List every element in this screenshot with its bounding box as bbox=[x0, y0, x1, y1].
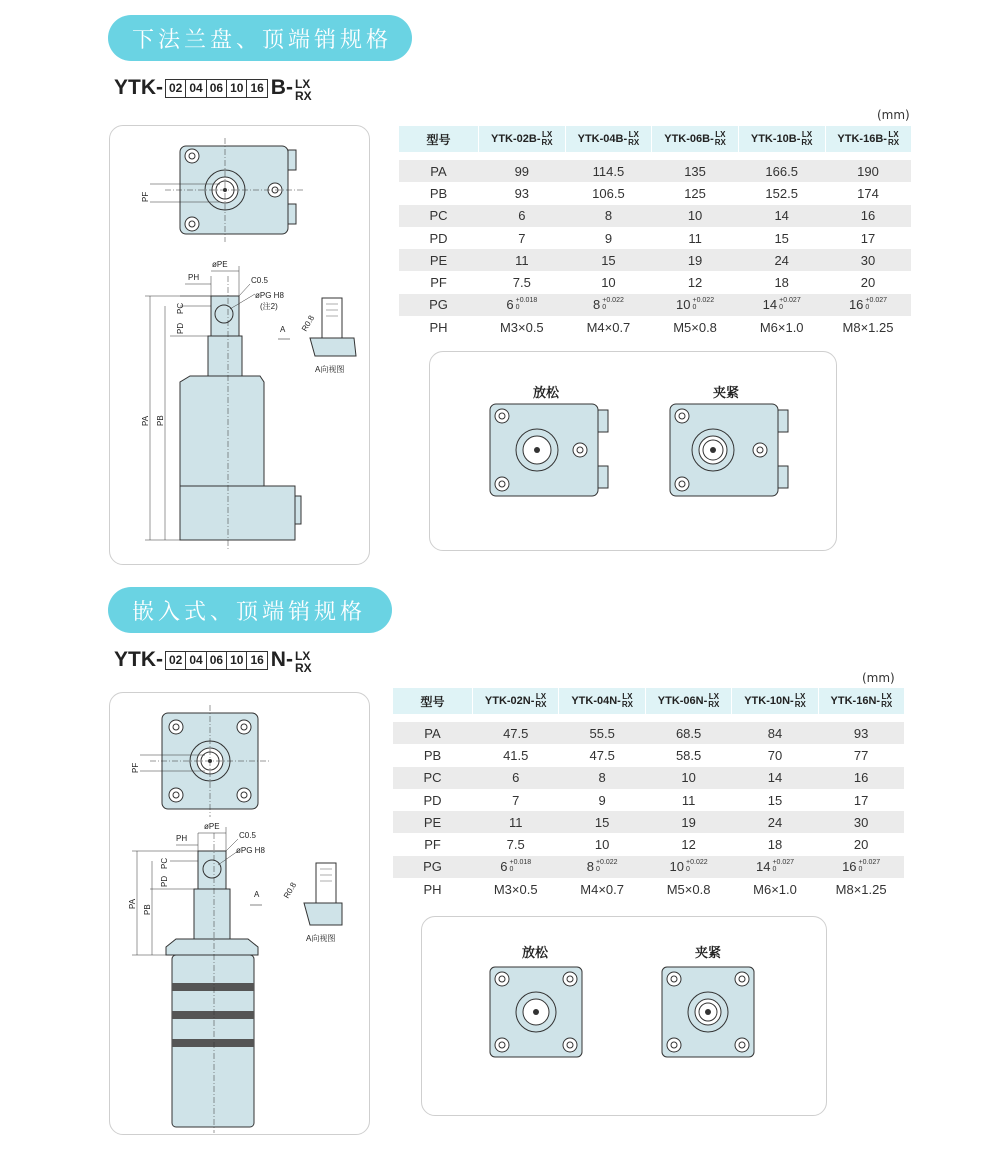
table-cell: 15 bbox=[559, 811, 645, 833]
row-label: PF bbox=[424, 837, 441, 853]
table-cell: 30 bbox=[818, 811, 904, 833]
table-cell: 77 bbox=[853, 747, 869, 763]
clamp-view bbox=[670, 404, 788, 496]
table-row bbox=[399, 249, 912, 271]
table-row bbox=[393, 789, 905, 811]
state-views bbox=[422, 917, 828, 1117]
table-cell: 190 bbox=[825, 160, 911, 182]
table-cell: 10 bbox=[645, 767, 731, 789]
pd-label: PD bbox=[176, 322, 185, 334]
release-view bbox=[490, 404, 608, 496]
table-cell: 84 bbox=[732, 722, 818, 744]
table-cell: 106.5 bbox=[592, 185, 625, 201]
table-cell: 11 bbox=[688, 230, 702, 246]
dimension-drawing bbox=[110, 126, 371, 566]
aview-label: A向视图 bbox=[315, 365, 345, 374]
table-cell: 9 bbox=[604, 230, 613, 246]
table-cell: 8 bbox=[565, 205, 652, 227]
row-label: PE bbox=[399, 249, 479, 271]
table-row bbox=[399, 294, 912, 316]
spec-table bbox=[398, 126, 911, 338]
pd-label: PD bbox=[160, 875, 169, 887]
dimension-drawing bbox=[110, 693, 371, 1136]
table-cell: 12 bbox=[681, 837, 696, 853]
table-row bbox=[393, 833, 905, 855]
table-cell: 41.5 bbox=[503, 747, 529, 763]
row-label: PC bbox=[399, 205, 479, 227]
table-cell: 70 bbox=[767, 747, 783, 763]
table-cell: 166.5 bbox=[738, 160, 825, 182]
release-label: 放松 bbox=[522, 946, 549, 961]
model-code: YTK- 02 04 06 10 16 N- LX RX bbox=[114, 648, 312, 675]
table-cell: 7 bbox=[512, 792, 520, 808]
table-cell: 11 bbox=[681, 792, 696, 808]
table-cell: 24 bbox=[738, 249, 825, 271]
table-cell: 8 +0.022 0 bbox=[565, 294, 652, 316]
table-cell: 174 bbox=[857, 185, 879, 201]
table-row bbox=[393, 744, 905, 766]
table-cell: 18 bbox=[774, 275, 789, 291]
table-cell: 55.5 bbox=[559, 722, 645, 744]
table-cell: 17 bbox=[853, 792, 869, 808]
table-cell: 6 bbox=[479, 205, 566, 227]
table-cell: 14 bbox=[732, 767, 818, 789]
unit-label: (mm) bbox=[862, 671, 895, 685]
row-label: PE bbox=[393, 811, 473, 833]
row-label: PD bbox=[423, 792, 442, 808]
pf-label: PF bbox=[141, 191, 150, 202]
table-row bbox=[399, 182, 912, 204]
table-cell: 14 +0.027 0 bbox=[732, 856, 818, 878]
row-label: PH bbox=[429, 319, 448, 335]
table-cell: 8 bbox=[559, 767, 645, 789]
header-col: YTK-06N- LX RX bbox=[645, 688, 731, 714]
pg-label: øPG H8 bbox=[236, 846, 265, 855]
table-row bbox=[393, 767, 905, 789]
row-label: PB bbox=[423, 747, 442, 763]
section-embedded bbox=[0, 575, 1000, 1150]
row-label: PF bbox=[430, 275, 447, 291]
table-cell: 20 bbox=[853, 837, 869, 853]
pa-label: PA bbox=[141, 415, 150, 426]
pb-label: PB bbox=[156, 415, 165, 426]
table-cell: M4×0.7 bbox=[580, 881, 625, 897]
c-label: C0.5 bbox=[251, 276, 268, 285]
header-col: YTK-02N- LX RX bbox=[473, 688, 559, 714]
table-cell: M6×1.0 bbox=[759, 319, 804, 335]
table-row bbox=[393, 811, 905, 833]
header-col: YTK-04B- LX RX bbox=[565, 126, 652, 152]
table-cell: 15 bbox=[774, 230, 789, 246]
row-label: PA bbox=[399, 160, 479, 182]
table-row bbox=[393, 722, 905, 744]
table-cell: 99 bbox=[479, 160, 566, 182]
state-panel bbox=[429, 351, 837, 551]
table-cell: 68.5 bbox=[645, 722, 731, 744]
section-title: 下法兰盘、顶端销规格 bbox=[108, 15, 412, 61]
table-cell: M3×0.5 bbox=[493, 881, 538, 897]
table-cell: 20 bbox=[860, 275, 876, 291]
pc-label: PC bbox=[160, 857, 169, 869]
state-panel bbox=[421, 916, 827, 1116]
ph-label: PH bbox=[188, 273, 200, 282]
table-cell: 11 bbox=[473, 811, 559, 833]
header-model: 型号 bbox=[399, 126, 479, 152]
pc-label: PC bbox=[176, 302, 185, 314]
table-row bbox=[399, 205, 912, 227]
aview-label: A向视图 bbox=[306, 934, 336, 943]
table-cell: 47.5 bbox=[473, 722, 559, 744]
table-cell: 16 bbox=[818, 767, 904, 789]
header-col: YTK-10B- LX RX bbox=[738, 126, 825, 152]
table-cell: 15 bbox=[565, 249, 652, 271]
note-label: (注2) bbox=[260, 302, 278, 311]
table-cell: 16 bbox=[825, 205, 911, 227]
pf-label: PF bbox=[131, 762, 140, 773]
section-title: 嵌入式、顶端销规格 bbox=[108, 587, 392, 633]
pg-label: øPG H8 bbox=[255, 291, 284, 300]
header-col: YTK-02B- LX RX bbox=[479, 126, 566, 152]
row-label: PG bbox=[393, 856, 473, 878]
table-cell: M5×0.8 bbox=[666, 881, 711, 897]
table-cell: 15 bbox=[767, 792, 783, 808]
table-cell: M8×1.25 bbox=[835, 881, 887, 897]
table-cell: 58.5 bbox=[675, 747, 702, 763]
table-cell: 7.5 bbox=[506, 837, 525, 853]
header-model: 型号 bbox=[393, 688, 473, 714]
header-col: YTK-10N- LX RX bbox=[732, 688, 818, 714]
row-label: PB bbox=[429, 185, 448, 201]
a-label: A bbox=[280, 325, 286, 334]
table-cell: 6 +0.018 0 bbox=[473, 856, 559, 878]
pa-label: PA bbox=[128, 898, 137, 909]
table-cell: 18 bbox=[767, 837, 783, 853]
header-col: YTK-16B- LX RX bbox=[825, 126, 911, 152]
state-views bbox=[430, 352, 838, 552]
table-cell: 14 bbox=[738, 205, 825, 227]
table-cell: 17 bbox=[860, 230, 876, 246]
spec-table bbox=[392, 688, 904, 900]
row-label: PA bbox=[393, 722, 473, 744]
table-row bbox=[399, 316, 912, 338]
model-code: YTK- 02 04 06 10 16 B- LX RX bbox=[114, 76, 312, 103]
table-cell: 10 +0.022 0 bbox=[645, 856, 731, 878]
header-col: YTK-04N- LX RX bbox=[559, 688, 645, 714]
pe-label: øPE bbox=[212, 260, 228, 269]
table-cell: 10 +0.022 0 bbox=[652, 294, 739, 316]
row-label: PD bbox=[429, 230, 448, 246]
table-cell: 6 bbox=[473, 767, 559, 789]
table-cell: 8 +0.022 0 bbox=[559, 856, 645, 878]
table-cell: 19 bbox=[645, 811, 731, 833]
table-cell: 10 bbox=[594, 837, 610, 853]
table-cell: 93 bbox=[818, 722, 904, 744]
table-cell: 114.5 bbox=[565, 160, 652, 182]
a-label: A bbox=[254, 890, 260, 899]
table-cell: 7 bbox=[518, 230, 526, 246]
table-cell: M3×0.5 bbox=[499, 319, 544, 335]
clamp-label: 夹紧 bbox=[695, 946, 722, 961]
row-label: PG bbox=[399, 294, 479, 316]
table-cell: M5×0.8 bbox=[673, 319, 717, 335]
table-cell: 9 bbox=[598, 792, 606, 808]
table-cell: 93 bbox=[514, 185, 530, 201]
table-cell: 47.5 bbox=[589, 747, 615, 763]
table-cell: 12 bbox=[687, 275, 703, 291]
table-cell: 16 +0.027 0 bbox=[825, 294, 911, 316]
pe-label: øPE bbox=[204, 822, 220, 831]
dimension-drawing-panel bbox=[109, 692, 370, 1135]
table-cell: M6×1.0 bbox=[753, 881, 797, 897]
header-col: YTK-16N- LX RX bbox=[818, 688, 904, 714]
pb-label: PB bbox=[143, 904, 152, 915]
ph-label: PH bbox=[176, 834, 188, 843]
release-view bbox=[490, 967, 582, 1057]
table-cell: 135 bbox=[652, 160, 739, 182]
unit-label: (mm) bbox=[877, 108, 910, 122]
table-row bbox=[393, 878, 905, 900]
table-cell: 14 +0.027 0 bbox=[738, 294, 825, 316]
r-label: R0.8 bbox=[299, 313, 317, 333]
table-cell: 24 bbox=[732, 811, 818, 833]
r-label: R0.8 bbox=[281, 880, 299, 900]
clamp-view bbox=[662, 967, 754, 1057]
table-cell: 6 +0.018 0 bbox=[479, 294, 566, 316]
c-label: C0.5 bbox=[239, 831, 256, 840]
table-cell: 10 bbox=[652, 205, 739, 227]
release-label: 放松 bbox=[533, 386, 560, 401]
table-cell: 10 bbox=[601, 275, 616, 291]
table-row bbox=[399, 227, 912, 249]
table-row bbox=[399, 160, 912, 182]
table-row bbox=[393, 856, 905, 878]
table-cell: 11 bbox=[479, 249, 566, 271]
table-cell: M4×0.7 bbox=[586, 319, 631, 335]
row-label: PH bbox=[423, 881, 442, 897]
table-cell: M8×1.25 bbox=[842, 319, 894, 335]
table-cell: 16 +0.027 0 bbox=[818, 856, 904, 878]
header-col: YTK-06B- LX RX bbox=[652, 126, 739, 152]
table-cell: 19 bbox=[652, 249, 739, 271]
size-box: 02 04 06 10 16 bbox=[165, 651, 268, 670]
table-cell: 7.5 bbox=[512, 275, 531, 291]
clamp-label: 夹紧 bbox=[713, 386, 740, 401]
dimension-drawing-panel bbox=[109, 125, 370, 565]
table-cell: 30 bbox=[825, 249, 911, 271]
table-cell: 152.5 bbox=[765, 185, 798, 201]
table-cell: 125 bbox=[684, 185, 706, 201]
row-label: PC bbox=[393, 767, 473, 789]
size-box: 02 04 06 10 16 bbox=[165, 79, 268, 98]
table-row bbox=[399, 271, 912, 293]
